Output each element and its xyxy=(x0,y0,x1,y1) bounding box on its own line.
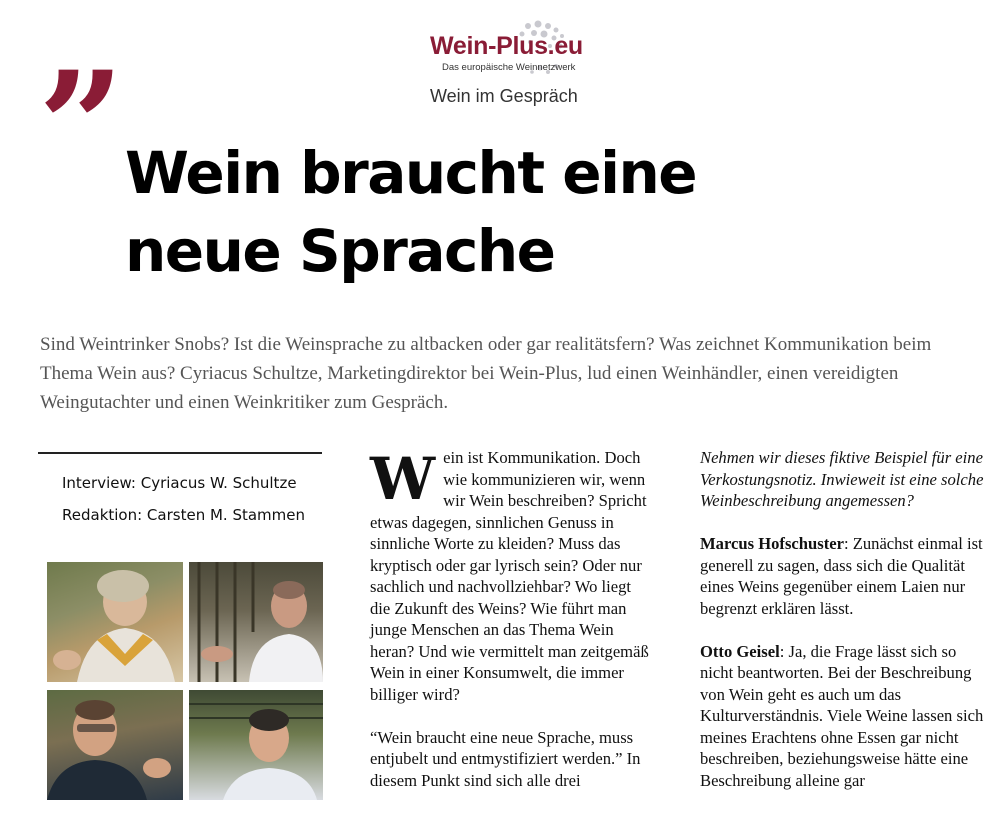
answer-paragraph-2 xyxy=(700,641,985,792)
photo-participant-2 xyxy=(189,562,323,682)
intro-text: ein ist Kommunikation. Doch wie kommunizieren wir, wenn wir Wein beschreiben? Spricht etwas dagegen, sinnlichen Genuss in sinnliche Worte zu kleiden? Muss das kryptisch oder gar lyrisch sein? Oder nur sachlich und nachvollziehbar? Wo liegt die Zukunft des Weins? Wie führt man junge Menschen an das Thema Wein heran? Und wie vermittelt man zeitgemäß Wein in einer Konsumwelt, die immer billiger wird? xyxy=(370,448,649,704)
logo-subtitle: Das europäische Weinnetzwerk xyxy=(442,62,576,73)
logo-title: Wein-Plus.eu xyxy=(430,32,583,60)
quote-mark-icon: ” xyxy=(38,39,125,215)
credit-redaktion: Redaktion: Carsten M. Stammen xyxy=(62,506,305,524)
speaker-name: Otto Geisel xyxy=(700,641,780,661)
headline-line-1: Wein braucht eine xyxy=(125,139,697,207)
answer-text: : Ja, die Frage lässt sich so nicht beantworten. Bei der Beschreibung von Wein geht es auch um das Kulturverständnis. Viele Weine lassen sich meines Erachtens ohne Essen gar nicht beschreiben, beziehungsweise hätte eine Beschreibung alleine gar xyxy=(700,641,984,790)
section-label: Wein im Gespräch xyxy=(430,86,578,106)
lead-paragraph: Sind Weintrinker Snobs? Ist die Weinsprache zu altbacken oder gar realitätsfern? Was zeichnet Kommunikation beim Thema Wein aus? Cyriacus Schultze, Marketingdirektor bei Wein-Plus, lud einen Weinhändler, einen vereidigten Weingutachter und einen Weinkritiker zum Gespräch. xyxy=(40,334,932,413)
wein-plus-logo[interactable] xyxy=(430,20,610,90)
credit-interview: Interview: Cyriacus W. Schultze xyxy=(62,474,297,492)
article-column-3 xyxy=(700,447,985,813)
intro-paragraph xyxy=(370,447,655,705)
speaker-name: Marcus Hofschuster xyxy=(700,534,844,553)
answer-paragraph-1 xyxy=(700,533,985,619)
article-headline xyxy=(125,134,745,290)
answer-text: : Zunächst einmal ist generell zu sagen, dass sich die Qualität eines Weins gegenüber einem Laien nur begrenzt erklären lässt. xyxy=(700,534,983,618)
interview-question: Nehmen wir dieses fiktive Beispiel für eine Verkostungsnotiz. Inwieweit ist eine solche Weinbeschreibung angemessen? xyxy=(700,448,984,510)
article-column-2 xyxy=(370,447,655,813)
photo-participant-1 xyxy=(47,562,183,682)
quote-paragraph: “Wein braucht eine neue Sprache, muss entjubelt und entmystifiziert werden.” In diesem Punkt sind sich alle drei xyxy=(370,727,641,790)
drop-cap: W xyxy=(370,445,436,513)
photo-participant-3 xyxy=(47,690,183,800)
photo-participant-4 xyxy=(189,690,323,800)
credits-divider xyxy=(38,452,322,454)
headline-line-2: neue Sprache xyxy=(125,217,555,285)
